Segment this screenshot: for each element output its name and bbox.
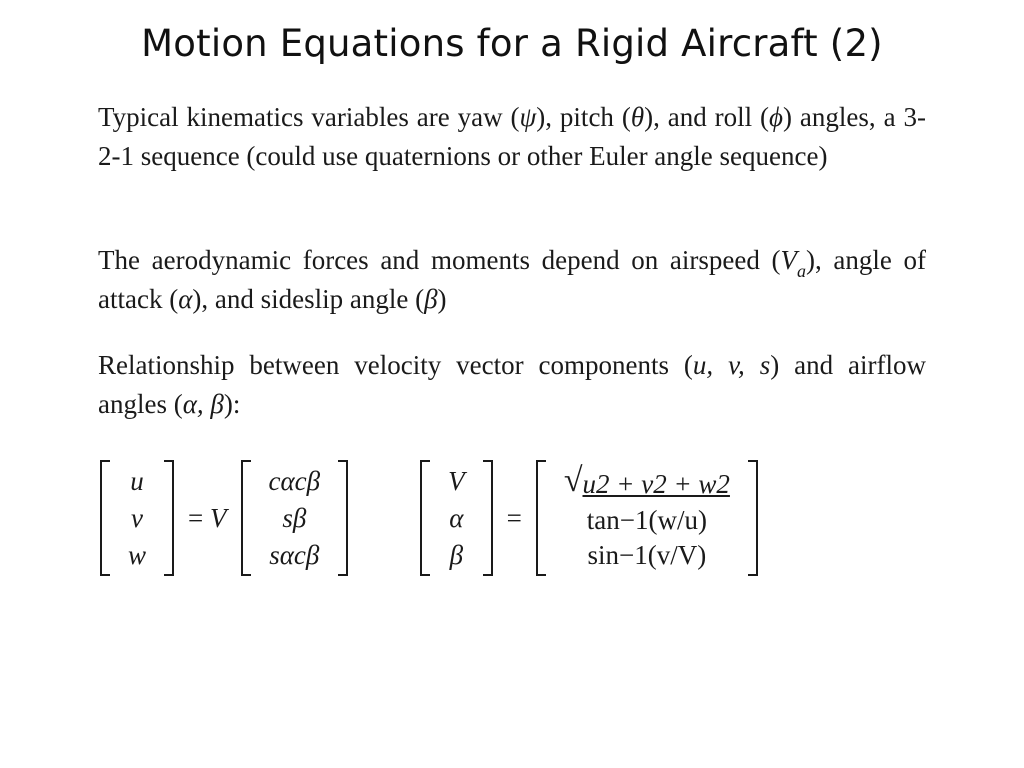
p2-text-2: ), angle of attack ( xyxy=(98,245,926,314)
vector-entry: w xyxy=(128,540,147,570)
right-bracket xyxy=(748,460,758,576)
velocity-equation xyxy=(100,458,758,578)
vector-entry: β xyxy=(449,540,464,570)
left-bracket xyxy=(420,460,430,576)
aerodynamics-paragraph xyxy=(98,241,926,319)
sqrt-radicand: u2 + v2 + w2 xyxy=(582,469,730,499)
psi-symbol: ψ xyxy=(519,102,537,132)
p1-text-2: ), pitch ( xyxy=(536,102,631,132)
theta-symbol: θ xyxy=(630,102,645,132)
left-bracket xyxy=(241,460,251,576)
lhs-vector xyxy=(110,464,164,572)
right-bracket xyxy=(164,460,174,576)
beta-symbol: β xyxy=(424,284,438,314)
airflow-lhs-vector xyxy=(430,464,483,572)
airspeed-symbol: V xyxy=(780,245,797,275)
p1-text-3: ), and roll ( xyxy=(644,102,770,132)
p2-text-1: The aerodynamic forces and moments depend on airspeed ( xyxy=(98,245,781,275)
p2-text-4: ) xyxy=(437,284,447,314)
p1-text-1: Typical kinematics variables are yaw ( xyxy=(98,102,520,132)
left-bracket xyxy=(536,460,546,576)
vector-entry: sβ xyxy=(282,503,307,533)
p3-text-3: ): xyxy=(223,389,241,419)
vector-entry: α xyxy=(449,503,464,533)
sqrt-icon: √ xyxy=(563,462,583,499)
vector-entry: V xyxy=(448,466,465,496)
phi-symbol: ϕ xyxy=(769,102,784,132)
vector-entry: sin−1(v/V) xyxy=(587,540,707,570)
alpha-symbol: α xyxy=(178,284,193,314)
relationship-paragraph xyxy=(98,346,926,424)
slide-title: Motion Equations for a Rigid Aircraft (2) xyxy=(141,22,883,65)
kinematics-paragraph xyxy=(98,98,926,176)
alpha-beta-symbols: α, β xyxy=(182,389,224,419)
uvs-symbols: u, v, s xyxy=(692,350,771,380)
p1-text-4: ) angles, a 3-2-1 sequence (could use quaternions or other Euler angle sequence) xyxy=(98,102,926,171)
vector-entry: tan−1(w/u) xyxy=(586,504,707,535)
equals-sign: = xyxy=(506,502,522,533)
vector-entry: u xyxy=(130,466,144,496)
p3-text-1: Relationship between velocity vector components ( xyxy=(98,350,693,380)
airflow-rhs-vector xyxy=(546,464,748,572)
rhs-vector xyxy=(251,464,339,572)
p2-text-3: ), and sideslip angle ( xyxy=(192,284,425,314)
airspeed-factor: V xyxy=(210,502,227,533)
p3-text-2: ) and airflow angles ( xyxy=(98,350,926,419)
airspeed-subscript: a xyxy=(796,261,806,281)
vector-entry: cαcβ xyxy=(268,466,321,496)
vector-entry: v xyxy=(131,503,143,533)
right-bracket xyxy=(483,460,493,576)
vector-entry: sαcβ xyxy=(269,540,320,570)
vector-entry xyxy=(564,464,730,501)
equals-sign xyxy=(174,503,240,534)
right-bracket xyxy=(338,460,348,576)
left-bracket xyxy=(100,460,110,576)
equals-symbol: = xyxy=(188,502,204,533)
